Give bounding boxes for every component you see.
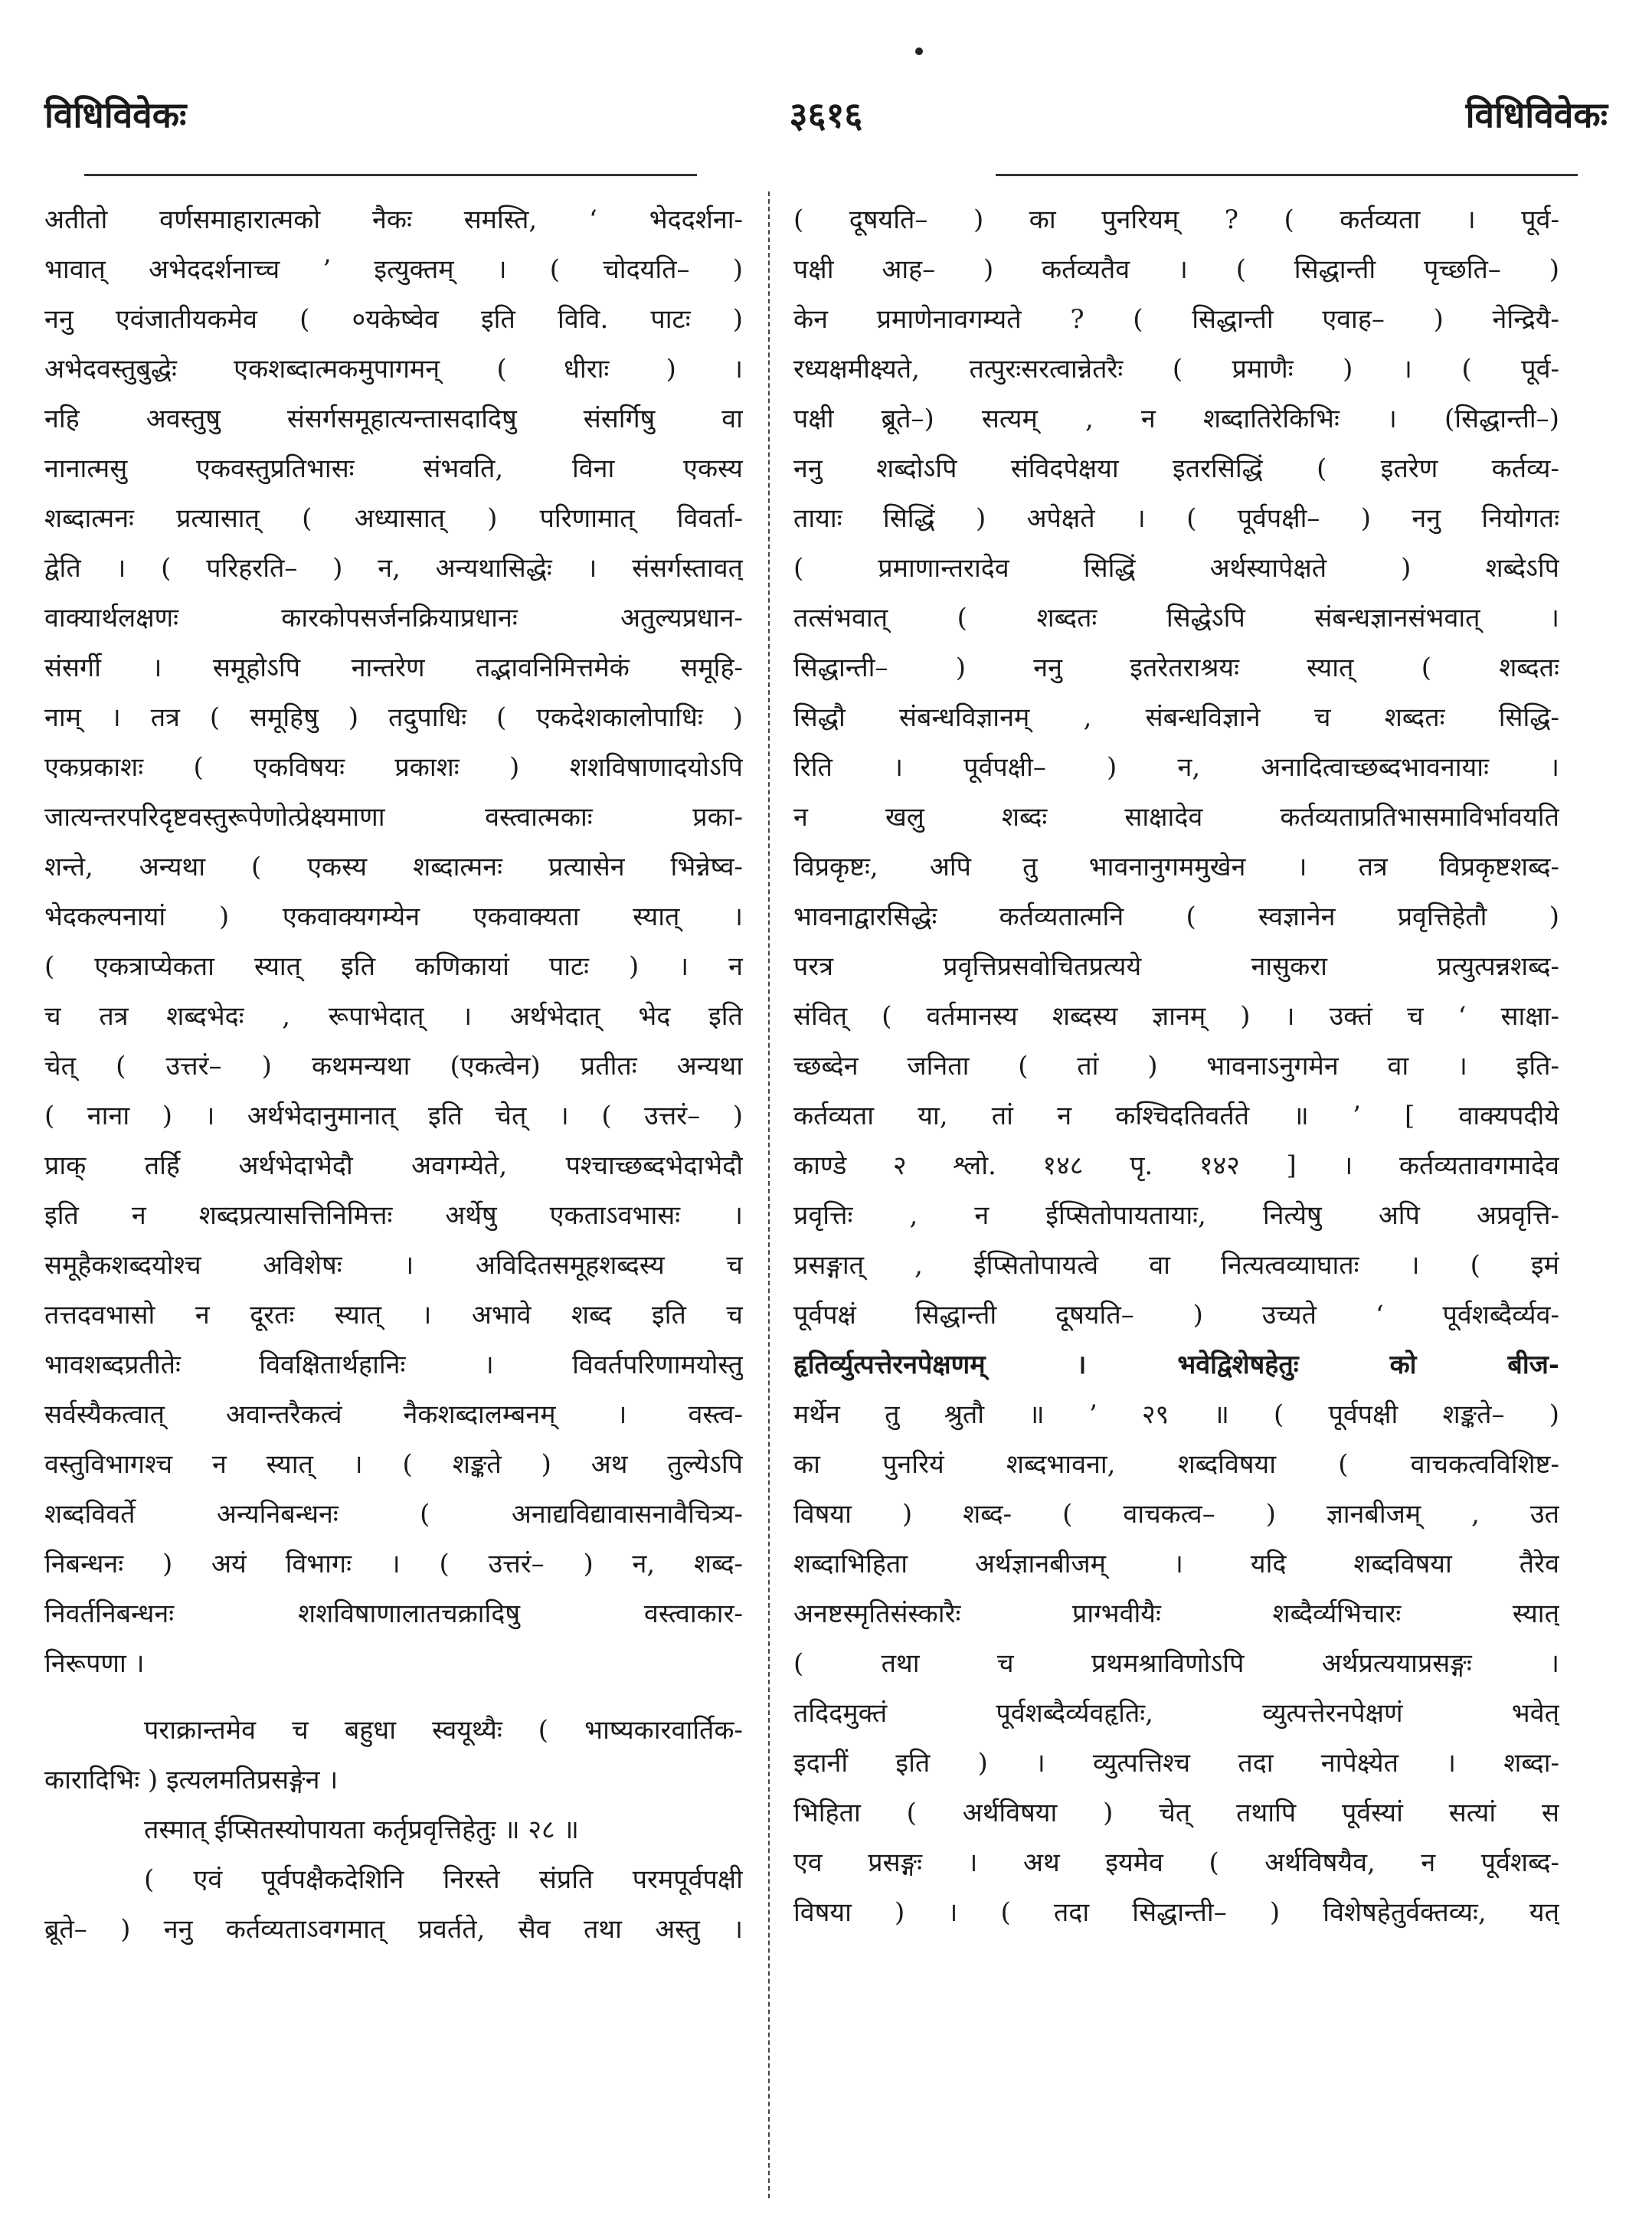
- text-line: तदिदमुक्तं पूर्वशब्दैर्व्यवहृतिः, व्युत्पत्तेरनपेक्षणं भवेत्: [793, 1698, 1559, 1729]
- right-column: [793, 195, 1559, 1938]
- text-line: नहि अवस्तुषु संसर्गसमूहात्यन्तासदादिषु संसर्गिषु वा: [44, 404, 743, 434]
- paragraph-line: पराक्रान्तमेव च बहुधा स्वयूथ्यैः ( भाष्यकारवार्तिक-: [144, 1715, 743, 1746]
- left-column: [44, 195, 743, 1955]
- text-line: सर्वस्यैकत्वात् अवान्तरैकत्वं नैकशब्दालम्बनम् । वस्त्व-: [44, 1399, 743, 1430]
- text-line: निवर्तनिबन्धनः शशविषाणालातचक्रादिषु वस्त्वाकार-: [44, 1599, 743, 1629]
- text-line: शब्दविवर्ते अन्यनिबन्धनः ( अनाद्यविद्यावासनावैचित्र्य-: [44, 1499, 743, 1530]
- text-line: एव प्रसङ्गः । अथ इयमेव ( अर्थविषयैव, न पूर्वशब्द-: [793, 1847, 1559, 1878]
- text-line: प्रसङ्गात् , ईप्सितोपायत्वे वा नित्यत्वव्याघातः । ( इमं: [793, 1250, 1559, 1281]
- text-line: शब्दाभिहिता अर्थज्ञानबीजम् । यदि शब्दविषया तैरेव: [793, 1549, 1559, 1579]
- text-line: वाक्यार्थलक्षणः कारकोपसर्जनक्रियाप्रधानः अतुल्यप्रधान-: [44, 603, 743, 633]
- header-rule-right: [996, 174, 1578, 176]
- text-line: अतीतो वर्णसमाहारात्मको नैकः समस्ति, ‘ भेददर्शना-: [44, 205, 743, 235]
- running-head-right: विधिविवेकः: [1465, 94, 1608, 136]
- text-line: संसर्गी । समूहोऽपि नान्तरेण तद्भावनिमित्तमेकं समूहि-: [44, 653, 743, 683]
- text-line: ( नाना ) । अर्थभेदानुमानात् इति चेत् । ( उत्तरं– ): [44, 1101, 743, 1131]
- text-line: अभेदवस्तुबुद्धेः एकशब्दात्मकमुपागमन् ( धीराः ) ।: [44, 354, 743, 385]
- text-line: तत्संभवात् ( शब्दतः सिद्धेऽपि संबन्धज्ञानसंभवात् ।: [793, 603, 1559, 633]
- text-line: पूर्वपक्षं सिद्धान्ती दूषयति– ) उच्यते ‘ पूर्वशब्दैर्व्यव-: [793, 1300, 1559, 1330]
- text-line: रिति । पूर्वपक्षी– ) न, अनादित्वाच्छब्दभावनायाः ।: [793, 752, 1559, 783]
- text-line: ( एकत्राप्येकता स्यात् इति कणिकायां पाटः ) । न: [44, 951, 743, 982]
- text-line: वस्तुविभागश्च न स्यात् । ( शङ्कते ) अथ तुल्येऽपि: [44, 1449, 743, 1480]
- text-line: परत्र प्रवृत्तिप्रसवोचितप्रत्यये नासुकरा प्रत्युत्पन्नशब्द-: [793, 951, 1559, 982]
- verse-29-line: मर्थेन तु श्रुतौ ॥ ’ २९ ॥ ( पूर्वपक्षी शङ्कते– ): [793, 1399, 1559, 1430]
- text-line: नाम् । तत्र ( समूहिषु ) तदुपाधिः ( एकदेशकालोपाधिः ): [44, 702, 743, 733]
- text-line: द्वेति । ( परिहरति– ) न, अन्यथासिद्धेः । संसर्गस्तावत्: [44, 553, 743, 584]
- text-line: चेत् ( उत्तरं– ) कथमन्यथा (एकत्वेन) प्रतीतः अन्यथा: [44, 1051, 743, 1082]
- text-line: ननु शब्दोऽपि संविदपेक्षया इतरसिद्धिं ( इतरेण कर्तव्य-: [793, 453, 1559, 484]
- text-line: प्राक् तर्हि अर्थभेदाभेदौ अवगम्येते, पश्चाच्छब्दभेदाभेदौ: [44, 1150, 743, 1181]
- text-line: जात्यन्तरपरिदृष्टवस्तुरूपेणोत्प्रेक्ष्यमाणा वस्त्वात्मकाः प्रका-: [44, 802, 743, 833]
- text-line: ननु एवंजातीयकमेव ( ०यकेष्वेव इति विवि. पाटः ): [44, 304, 743, 335]
- text-line: नानात्मसु एकवस्तुप्रतिभासः संभवति, विना एकस्य: [44, 453, 743, 484]
- text-line: अनष्टस्मृतिसंस्कारैः प्राग्भवीयैः शब्दैर्व्यभिचारः स्यात्: [793, 1599, 1559, 1629]
- text-line: भिहिता ( अर्थविषया ) चेत् तथापि पूर्वस्यां सत्यां स: [793, 1798, 1559, 1828]
- text-line: तत्तदवभासो न दूरतः स्यात् । अभावे शब्द इति च: [44, 1300, 743, 1330]
- text-line: का पुनरियं शब्दभावना, शब्दविषया ( वाचकत्वविशिष्ट-: [793, 1449, 1559, 1480]
- text-line: न खलु शब्दः साक्षादेव कर्तव्यताप्रतिभासमाविर्भावयति: [793, 802, 1559, 833]
- verse-29-line: हृतिर्व्युत्पत्तेरनपेक्षणम् । भवेद्विशेषहेतुः को बीज-: [793, 1350, 1559, 1380]
- text-line: पक्षी ब्रूते–) सत्यम् , न शब्दातिरेकिभिः । (सिद्धान्ती–): [793, 404, 1559, 434]
- text-line: ब्रूते– ) ननु कर्तव्यताऽवगमात् प्रवर्तते, सैव तथा अस्तु ।: [44, 1914, 743, 1945]
- text-line: च तत्र शब्दभेदः , रूपाभेदात् । अर्थभेदात् भेद इति: [44, 1001, 743, 1032]
- text-line: इति न शब्दप्रत्यासत्तिनिमित्तः अर्थेषु एकताऽवभासः ।: [44, 1200, 743, 1231]
- text-line: पक्षी आह– ) कर्तव्यतैव । ( सिद्धान्ती पृच्छति– ): [793, 254, 1559, 285]
- text-line: प्रवृत्तिः , न ईप्सितोपायतायाः, नित्येषु अपि अप्रवृत्ति-: [793, 1200, 1559, 1231]
- text-line: शन्ते, अन्यथा ( एकस्य शब्दात्मनः प्रत्यासेन भिन्नेष्व-: [44, 852, 743, 882]
- text-line: भावात् अभेददर्शनाच्च ’ इत्युक्तम् । ( चोदयति– ): [44, 254, 743, 285]
- ink-dot: [915, 47, 923, 55]
- text-line: शब्दात्मनः प्रत्यासात् ( अध्यासात् ) परिणामात् विवर्ता-: [44, 503, 743, 534]
- text-line: संवित् ( वर्तमानस्य शब्दस्य ज्ञानम् ) । उक्तं च ‘ साक्षा-: [793, 1001, 1559, 1032]
- page-number: ३६१६: [789, 94, 863, 136]
- text-line: निरूपणा ।: [44, 1648, 145, 1679]
- verse-28: तस्मात् ईप्सितस्योपायता कर्तृप्रवृत्तिहेतुः ॥ २८ ॥: [144, 1815, 579, 1845]
- text-line: समूहैकशब्दयोश्च अविशेषः । अविदितसमूहशब्दस्य च: [44, 1250, 743, 1281]
- paragraph-line: कारादिभिः ) इत्यलमतिप्रसङ्गेन ।: [44, 1765, 339, 1795]
- running-head-left: विधिविवेकः: [44, 94, 187, 136]
- text-line: रध्यक्षमीक्ष्यते, तत्पुरःसरत्वान्नेतरैः ( प्रमाणैः ) । ( पूर्व-: [793, 354, 1559, 385]
- header-rule-left: [84, 174, 697, 176]
- text-line: ( दूषयति– ) का पुनरियम् ? ( कर्तव्यता । पूर्व-: [793, 205, 1559, 235]
- text-line: कर्तव्यता या, तां न कश्चिदतिवर्तते ॥ ’ [ वाक्यपदीये: [793, 1101, 1559, 1131]
- text-line: विषया ) शब्द- ( वाचकत्व– ) ज्ञानबीजम् , उत: [793, 1499, 1559, 1530]
- text-line: तायाः सिद्धिं ) अपेक्षते । ( पूर्वपक्षी– ) ननु नियोगतः: [793, 503, 1559, 534]
- text-line: केन प्रमाणेनावगम्यते ? ( सिद्धान्ती एवाह– ) नेन्द्रियै-: [793, 304, 1559, 335]
- text-line: काण्डे २ श्लो. १४८ पृ. १४२ ] । कर्तव्यतावगमादेव: [793, 1150, 1559, 1181]
- text-line: भावनाद्वारसिद्धेः कर्तव्यतात्मनि ( स्वज्ञानेन प्रवृत्तिहेतौ ): [793, 902, 1559, 932]
- text-line: च्छब्देन जनिता ( तां ) भावनाऽनुगमेन वा । इति-: [793, 1051, 1559, 1082]
- text-line: ( तथा च प्रथमश्राविणोऽपि अर्थप्रत्ययाप्रसङ्गः ।: [793, 1648, 1559, 1679]
- text-line: विप्रकृष्टः, अपि तु भावनानुगममुखेन । तत्र विप्रकृष्टशब्द-: [793, 852, 1559, 882]
- text-line: एकप्रकाशः ( एकविषयः प्रकाशः ) शशविषाणादयोऽपि: [44, 752, 743, 783]
- text-line: सिद्धान्ती– ) ननु इतरेतराश्रयः स्यात् ( शब्दतः: [793, 653, 1559, 683]
- text-line: विषया ) । ( तदा सिद्धान्ती– ) विशेषहेतुर्वक्तव्यः, यत्: [793, 1897, 1559, 1928]
- text-line: इदानीं इति ) । व्युत्पत्तिश्च तदा नापेक्ष्येत । शब्दा-: [793, 1748, 1559, 1779]
- text-line: भावशब्दप्रतीतेः विवक्षितार्थहानिः । विवर्तपरिणामयोस्तु: [44, 1350, 743, 1380]
- text-line: ( प्रमाणान्तरादेव सिद्धिं अर्थस्यापेक्षते ) शब्देऽपि: [793, 553, 1559, 584]
- text-line: ( एवं पूर्वपक्षैकदेशिनि निरस्ते संप्रति परमपूर्वपक्षी: [144, 1864, 743, 1895]
- column-divider: [768, 191, 770, 2198]
- text-line: निबन्धनः ) अयं विभागः । ( उत्तरं– ) न, शब्द-: [44, 1549, 743, 1579]
- text-line: सिद्धौ संबन्धविज्ञानम् , संबन्धविज्ञाने च शब्दतः सिद्धि-: [793, 702, 1559, 733]
- text-line: भेदकल्पनायां ) एकवाक्यगम्येन एकवाक्यता स्यात् ।: [44, 902, 743, 932]
